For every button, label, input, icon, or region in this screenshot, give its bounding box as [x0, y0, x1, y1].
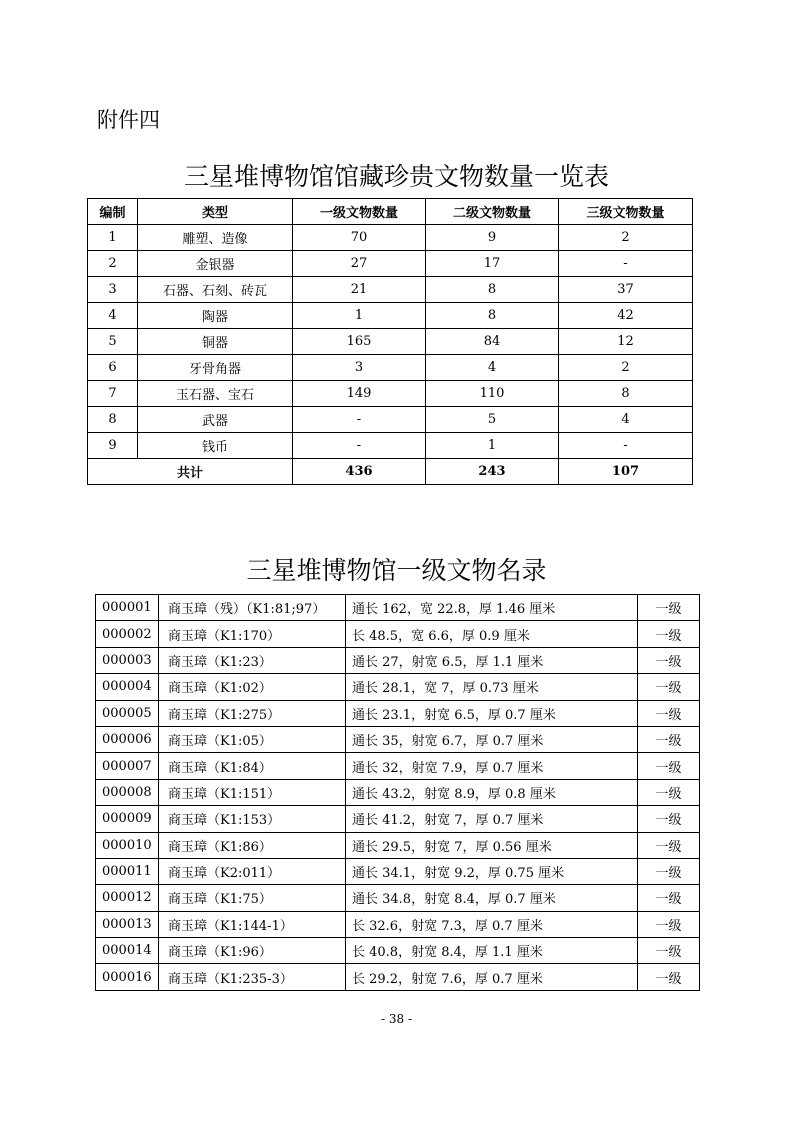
catalog-row [96, 753, 700, 779]
catalog-size: 长 29.2，射宽 7.6，厚 0.7 厘米 [346, 964, 638, 990]
cell-code: 6 [88, 355, 138, 381]
catalog-grade: 一级 [638, 595, 700, 621]
catalog-grade: 一级 [638, 964, 700, 990]
catalog-grade: 一级 [638, 647, 700, 673]
catalog-id: 000012 [96, 885, 159, 911]
cell-grade3: 2 [559, 355, 693, 381]
header-type: 类型 [138, 199, 293, 225]
total-grade2: 243 [426, 459, 559, 485]
catalog-size: 通长 29.5，射宽 7，厚 0.56 厘米 [346, 832, 638, 858]
cell-type: 武器 [138, 407, 293, 433]
catalog-row [96, 885, 700, 911]
cell-code: 4 [88, 303, 138, 329]
header-grade2: 二级文物数量 [426, 199, 559, 225]
catalog-size: 通长 27，射宽 6.5，厚 1.1 厘米 [346, 647, 638, 673]
summary-header-row [88, 199, 693, 225]
summary-row [88, 329, 693, 355]
catalog-id: 000014 [96, 938, 159, 964]
catalog-name: 商玉璋（K1:275） [159, 700, 346, 726]
cell-grade3: 2 [559, 225, 693, 251]
catalog-row [96, 779, 700, 805]
cell-type: 金银器 [138, 251, 293, 277]
catalog-name: 商玉璋（K1:235-3） [159, 964, 346, 990]
catalog-name: 商玉璋（残）（K1:81;97） [159, 595, 346, 621]
cell-grade3: 8 [559, 381, 693, 407]
catalog-name: 商玉璋（K1:84） [159, 753, 346, 779]
catalog-id: 000006 [96, 726, 159, 752]
catalog-id: 000002 [96, 621, 159, 647]
catalog-id: 000007 [96, 753, 159, 779]
summary-table [87, 198, 693, 485]
catalog-name: 商玉璋（K1:153） [159, 806, 346, 832]
catalog-name: 商玉璋（K1:86） [159, 832, 346, 858]
cell-grade1: - [293, 407, 426, 433]
catalog-name: 商玉璋（K1:75） [159, 885, 346, 911]
cell-grade2: 5 [426, 407, 559, 433]
summary-total-row [88, 459, 693, 485]
catalog-name: 商玉璋（K1:23） [159, 647, 346, 673]
cell-grade2: 8 [426, 277, 559, 303]
summary-row [88, 225, 693, 251]
catalog-id: 000010 [96, 832, 159, 858]
catalog-id: 000008 [96, 779, 159, 805]
catalog-size: 通长 34.8，射宽 8.4，厚 0.7 厘米 [346, 885, 638, 911]
catalog-row [96, 700, 700, 726]
catalog-size: 通长 23.1，射宽 6.5，厚 0.7 厘米 [346, 700, 638, 726]
catalog-grade: 一级 [638, 911, 700, 937]
catalog-row [96, 938, 700, 964]
cell-grade3: 42 [559, 303, 693, 329]
cell-grade3: 37 [559, 277, 693, 303]
summary-row [88, 251, 693, 277]
attachment-label: 附件四 [97, 108, 160, 132]
cell-grade2: 1 [426, 433, 559, 459]
catalog-grade: 一级 [638, 674, 700, 700]
cell-grade2: 110 [426, 381, 559, 407]
cell-grade1: 149 [293, 381, 426, 407]
cell-grade1: - [293, 433, 426, 459]
cell-type: 钱币 [138, 433, 293, 459]
cell-code: 3 [88, 277, 138, 303]
catalog-size: 长 32.6，射宽 7.3，厚 0.7 厘米 [346, 911, 638, 937]
page-number: - 38 - [380, 1012, 412, 1026]
catalog-row [96, 832, 700, 858]
catalog-grade: 一级 [638, 832, 700, 858]
cell-code: 2 [88, 251, 138, 277]
catalog-name: 商玉璋（K1:02） [159, 674, 346, 700]
cell-grade1: 70 [293, 225, 426, 251]
cell-type: 玉石器、宝石 [138, 381, 293, 407]
catalog-grade: 一级 [638, 700, 700, 726]
catalog-grade: 一级 [638, 858, 700, 884]
header-code: 编制 [88, 199, 138, 225]
cell-grade1: 27 [293, 251, 426, 277]
cell-grade3: 4 [559, 407, 693, 433]
summary-row [88, 303, 693, 329]
cell-grade2: 84 [426, 329, 559, 355]
catalog-row [96, 806, 700, 832]
catalog-id: 000001 [96, 595, 159, 621]
cell-grade2: 8 [426, 303, 559, 329]
catalog-name: 商玉璋（K1:151） [159, 779, 346, 805]
catalog-id: 000005 [96, 700, 159, 726]
summary-row [88, 407, 693, 433]
catalog-size: 通长 41.2，射宽 7，厚 0.7 厘米 [346, 806, 638, 832]
catalog-grade: 一级 [638, 726, 700, 752]
catalog-grade: 一级 [638, 621, 700, 647]
catalog-size: 通长 32，射宽 7.9，厚 0.7 厘米 [346, 753, 638, 779]
catalog-grade: 一级 [638, 753, 700, 779]
catalog-grade: 一级 [638, 779, 700, 805]
cell-type: 陶器 [138, 303, 293, 329]
catalog-id: 000004 [96, 674, 159, 700]
catalog-row [96, 595, 700, 621]
total-grade1: 436 [293, 459, 426, 485]
summary-row [88, 355, 693, 381]
catalog-id: 000009 [96, 806, 159, 832]
cell-type: 雕塑、造像 [138, 225, 293, 251]
summary-row [88, 381, 693, 407]
cell-grade1: 1 [293, 303, 426, 329]
catalog-grade: 一级 [638, 885, 700, 911]
catalog-row [96, 964, 700, 990]
cell-type: 铜器 [138, 329, 293, 355]
catalog-size: 长 40.8，射宽 8.4，厚 1.1 厘米 [346, 938, 638, 964]
total-label: 共计 [88, 459, 293, 485]
summary-row [88, 277, 693, 303]
catalog-size: 通长 162，宽 22.8，厚 1.46 厘米 [346, 595, 638, 621]
catalog-row [96, 911, 700, 937]
catalog-size: 长 48.5，宽 6.6，厚 0.9 厘米 [346, 621, 638, 647]
catalog-row [96, 647, 700, 673]
cell-code: 8 [88, 407, 138, 433]
cell-code: 9 [88, 433, 138, 459]
catalog-row [96, 674, 700, 700]
summary-title: 三星堆博物馆馆藏珍贵文物数量一览表 [183, 162, 609, 191]
catalog-row [96, 621, 700, 647]
cell-grade3: 12 [559, 329, 693, 355]
catalog-grade: 一级 [638, 806, 700, 832]
catalog-name: 商玉璋（K2:011） [159, 858, 346, 884]
catalog-name: 商玉璋（K1:96） [159, 938, 346, 964]
catalog-title: 三星堆博物馆一级文物名录 [246, 556, 547, 585]
cell-code: 1 [88, 225, 138, 251]
cell-grade1: 165 [293, 329, 426, 355]
header-grade3: 三级文物数量 [559, 199, 693, 225]
total-grade3: 107 [559, 459, 693, 485]
cell-grade1: 3 [293, 355, 426, 381]
catalog-size: 通长 28.1，宽 7，厚 0.73 厘米 [346, 674, 638, 700]
catalog-row [96, 726, 700, 752]
cell-grade2: 4 [426, 355, 559, 381]
catalog-id: 000011 [96, 858, 159, 884]
cell-grade2: 9 [426, 225, 559, 251]
catalog-id: 000013 [96, 911, 159, 937]
cell-grade3: - [559, 251, 693, 277]
catalog-size: 通长 43.2，射宽 8.9，厚 0.8 厘米 [346, 779, 638, 805]
catalog-grade: 一级 [638, 938, 700, 964]
cell-grade2: 17 [426, 251, 559, 277]
catalog-size: 通长 34.1，射宽 9.2，厚 0.75 厘米 [346, 858, 638, 884]
cell-type: 牙骨角器 [138, 355, 293, 381]
catalog-row [96, 858, 700, 884]
cell-grade1: 21 [293, 277, 426, 303]
cell-code: 7 [88, 381, 138, 407]
summary-row [88, 433, 693, 459]
catalog-id: 000003 [96, 647, 159, 673]
cell-grade3: - [559, 433, 693, 459]
catalog-name: 商玉璋（K1:144-1） [159, 911, 346, 937]
header-grade1: 一级文物数量 [293, 199, 426, 225]
cell-type: 石器、石刻、砖瓦 [138, 277, 293, 303]
catalog-id: 000016 [96, 964, 159, 990]
catalog-name: 商玉璋（K1:170） [159, 621, 346, 647]
catalog-table [95, 594, 700, 991]
catalog-name: 商玉璋（K1:05） [159, 726, 346, 752]
catalog-size: 通长 35，射宽 6.7，厚 0.7 厘米 [346, 726, 638, 752]
cell-code: 5 [88, 329, 138, 355]
